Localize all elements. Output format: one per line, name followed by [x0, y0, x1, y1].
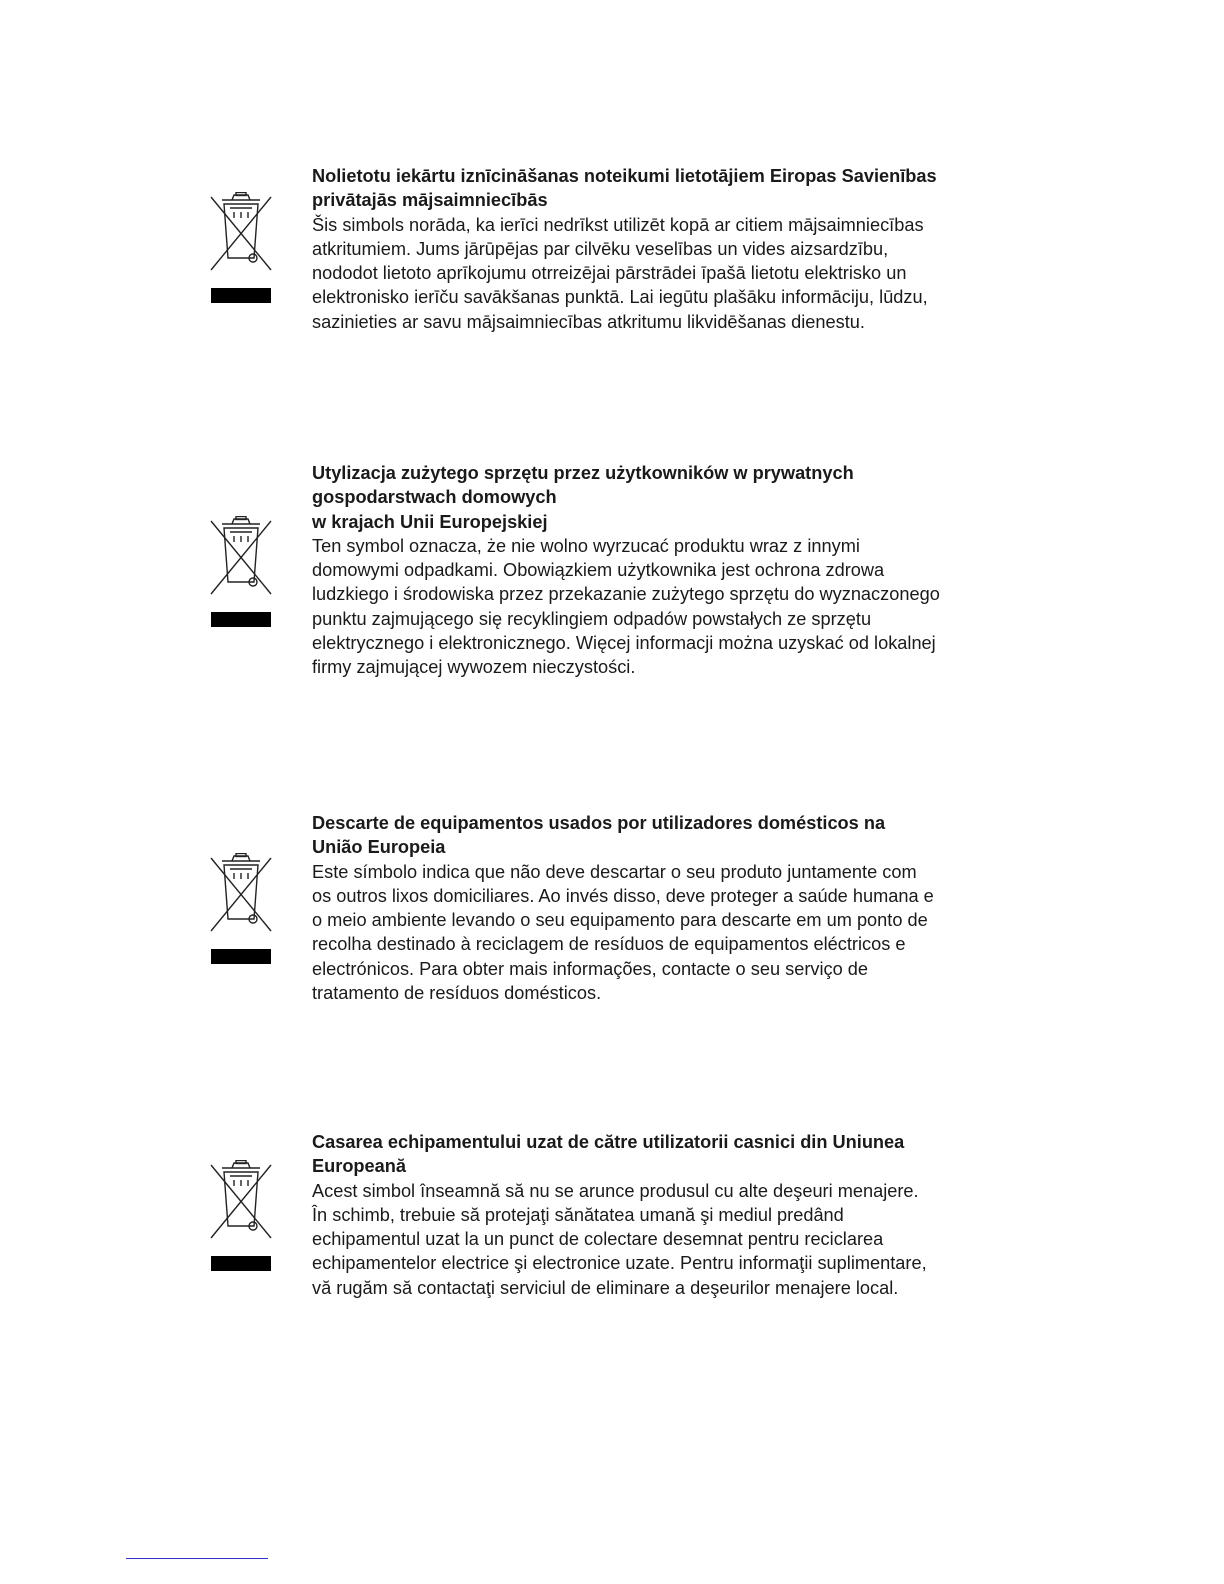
weee-crossed-bin-icon: [208, 1160, 274, 1242]
weee-symbol: [208, 516, 274, 627]
section-text: [312, 1130, 992, 1300]
section-body: Este símbolo indica que não deve descartar o seu produto juntamente com os outros lixos domiciliares. Ao invés disso, deve proteger a saúde humana e o meio ambiente levando o seu equipamento para descarte em um ponto de recolha destinado à reciclagem de resíduos de equipamentos eléctricos e electrónicos. Para obter mais informações, contacte o seu serviço de tratamento de resíduos domésticos.: [312, 861, 934, 1004]
section-body: Šis simbols norāda, ka ierīci nedrīkst utilizēt kopā ar citiem mājsaimniecības atkritumiem. Jums jārūpējas par cilvēku veselības un vides aizsardzību, nododot lietoto aprīkojumu otrreizējai pārstrādei īpašā lietotu elektrisko un elektronisko ierīču savākšanas punktā. Lai iegūtu plašāku informāciju, lūdzu, sazinieties ar savu mājsaimniecības atkritumu likvidēšanas dienestu.: [312, 214, 928, 332]
section-text: [312, 811, 992, 1005]
weee-bar: [211, 612, 271, 627]
weee-bar: [211, 1256, 271, 1271]
weee-bar: [211, 949, 271, 964]
section-heading: Nolietotu iekārtu iznīcināšanas noteikumi lietotājiem Eiropas Savienības privātajās mājsaimniecībās: [312, 166, 937, 211]
weee-crossed-bin-icon: [208, 853, 274, 935]
section-text: [312, 461, 992, 680]
weee-crossed-bin-icon: [208, 192, 274, 274]
footnote-rule: [126, 1558, 268, 1559]
section-text: [312, 164, 992, 334]
weee-crossed-bin-icon: [208, 516, 274, 598]
weee-symbol: [208, 853, 274, 964]
weee-symbol: [208, 1160, 274, 1271]
weee-bar: [211, 288, 271, 303]
weee-symbol: [208, 192, 274, 303]
section-body: Ten symbol oznacza, że nie wolno wyrzucać produktu wraz z innymi domowymi odpadkami. Obowiązkiem użytkownika jest ochrona zdrowa ludzkiego i środowiska przez przekazanie zużytego sprzętu do wyznaczonego punktu zajmującego się recyklingiem odpadów powstałych ze sprzętu elektrycznego i elektronicznego. Więcej informacji można uzyskać od lokalnej firmy zajmującej wywozem nieczystości.: [312, 535, 940, 678]
section-heading: Casarea echipamentului uzat de către utilizatorii casnici din Uniunea Europeană: [312, 1132, 905, 1177]
section-heading: Descarte de equipamentos usados por utilizadores domésticos na União Europeia: [312, 813, 886, 858]
section-heading: Utylizacja zużytego sprzętu przez użytkowników w prywatnych gospodarstwach domowych w krajach Unii Europejskiej: [312, 463, 854, 532]
section-body: Acest simbol înseamnă să nu se arunce produsul cu alte deşeuri menajere. În schimb, trebuie să protejaţi sănătatea umană şi mediul predând echipamentul uzat la un punct de colectare desemnat pentru reciclarea echipamentelor electrice şi electronice uzate. Pentru informaţii suplimentare, vă rugăm să contactaţi serviciul de eliminare a deşeurilor menajere local.: [312, 1180, 927, 1298]
